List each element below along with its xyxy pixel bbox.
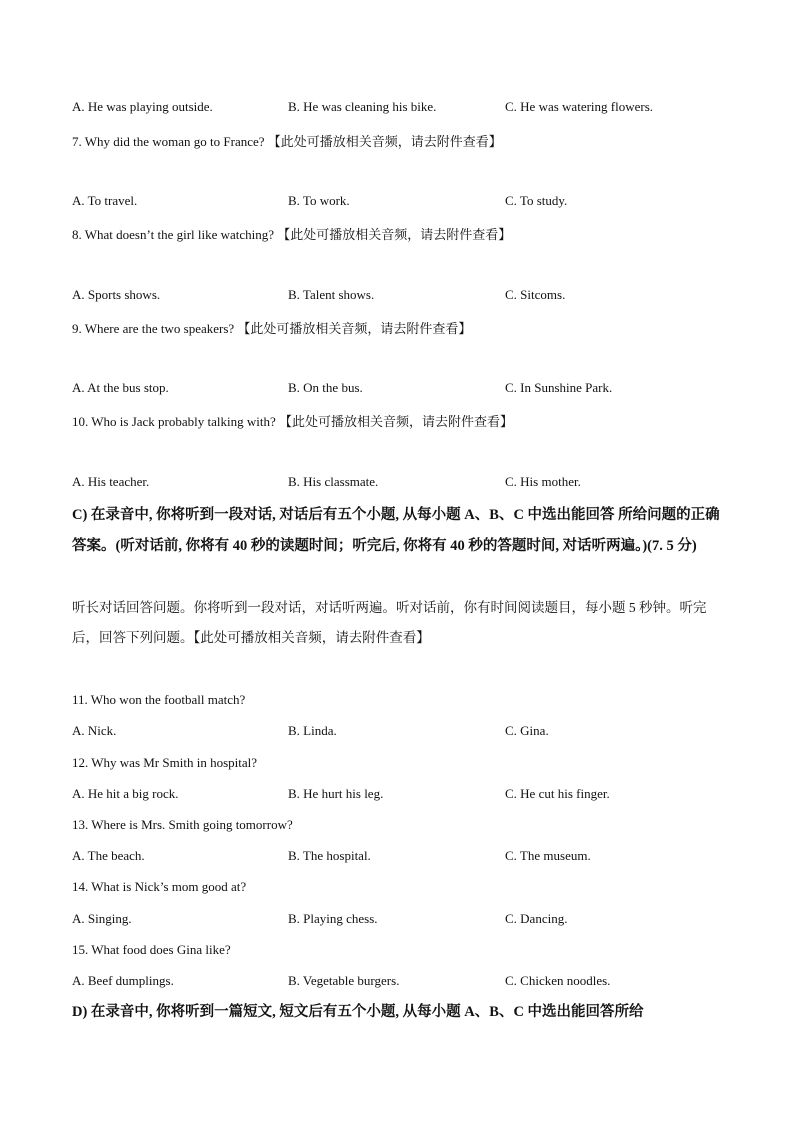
q14-question: 14. What is Nick’s mom good at?: [72, 879, 247, 894]
q8-options: [72, 287, 752, 305]
q13-option-a: A. The beach.: [72, 848, 145, 863]
q15-options: [72, 973, 752, 991]
q6-option-b: B. He was cleaning his bike.: [288, 99, 437, 114]
q9-options: [72, 380, 752, 398]
q11-question: 11. Who won the football match?: [72, 692, 246, 707]
q12-option-a: A. He hit a big rock.: [72, 786, 179, 801]
q9-question: 9. Where are the two speakers? 【此处可播放相关音频，请去附件查看】: [72, 321, 472, 336]
q15-option-c: C. Chicken noodles.: [505, 973, 611, 988]
q12-option-b: B. He hurt his leg.: [288, 786, 384, 801]
q10-option-c: C. His mother.: [505, 474, 581, 489]
q13-question: 13. Where is Mrs. Smith going tomorrow?: [72, 817, 293, 832]
q11-option-a: A. Nick.: [72, 723, 117, 738]
q13-option-c: C. The museum.: [505, 848, 591, 863]
q13-option-b: B. The hospital.: [288, 848, 371, 863]
q11-options: [72, 723, 752, 741]
section-c-instruction: 听长对话回答问题。你将听到一段对话，对话听两遍。听对话前，你有时间阅读题目，每小题 5 秒钟。听完后，回答下列问题。【此处可播放相关音频，请去附件查看】: [72, 600, 707, 645]
q7-option-a: A. To travel.: [72, 193, 138, 208]
q14-option-a: A. Singing.: [72, 911, 132, 926]
q6-option-c: C. He was watering flowers.: [505, 99, 654, 114]
q10-question: 10. Who is Jack probably talking with? 【此处可播放相关音频，请去附件查看】: [72, 414, 514, 429]
q11-option-c: C. Gina.: [505, 723, 549, 738]
section-c-heading: C) 在录音中, 你将听到一段对话, 对话后有五个小题, 从每小题 A、B、C 中选出能回答 所给问题的正确答案。(听对话前, 你将有 40 秒的读题时间；听完后, 你将有 40 秒的答题时间, 对话听两遍。)(7. 5 分): [72, 507, 720, 554]
q9-option-c: C. In Sunshine Park.: [505, 380, 613, 395]
q12-option-c: C. He cut his finger.: [505, 786, 610, 801]
q7-option-c: C. To study.: [505, 193, 568, 208]
q10-option-a: A. His teacher.: [72, 474, 150, 489]
q6-option-a: A. He was playing outside.: [72, 99, 213, 114]
q8-option-c: C. Sitcoms.: [505, 287, 566, 302]
q14-option-c: C. Dancing.: [505, 911, 568, 926]
q12-options: [72, 786, 752, 804]
q10-options: [72, 474, 752, 492]
q15-question: 15. What food does Gina like?: [72, 942, 231, 957]
q10-option-b: B. His classmate.: [288, 474, 379, 489]
q8-question: 8. What doesn’t the girl like watching? 【此处可播放相关音频，请去附件查看】: [72, 227, 512, 242]
q9-option-b: B. On the bus.: [288, 380, 363, 395]
q8-option-a: A. Sports shows.: [72, 287, 161, 302]
q8-option-b: B. Talent shows.: [288, 287, 375, 302]
q13-options: [72, 848, 752, 866]
q15-option-a: A. Beef dumplings.: [72, 973, 174, 988]
q6-options: [72, 99, 752, 117]
q11-option-b: B. Linda.: [288, 723, 337, 738]
q12-question: 12. Why was Mr Smith in hospital?: [72, 755, 258, 770]
q7-options: [72, 193, 752, 211]
q14-options: [72, 911, 752, 929]
q14-option-b: B. Playing chess.: [288, 911, 378, 926]
q7-question: 7. Why did the woman go to France? 【此处可播放相关音频，请去附件查看】: [72, 134, 502, 149]
q9-option-a: A. At the bus stop.: [72, 380, 169, 395]
section-d-heading: D) 在录音中, 你将听到一篇短文, 短文后有五个小题, 从每小题 A、B、C 中选出能回答所给: [72, 1004, 644, 1020]
q15-option-b: B. Vegetable burgers.: [288, 973, 400, 988]
q7-option-b: B. To work.: [288, 193, 350, 208]
